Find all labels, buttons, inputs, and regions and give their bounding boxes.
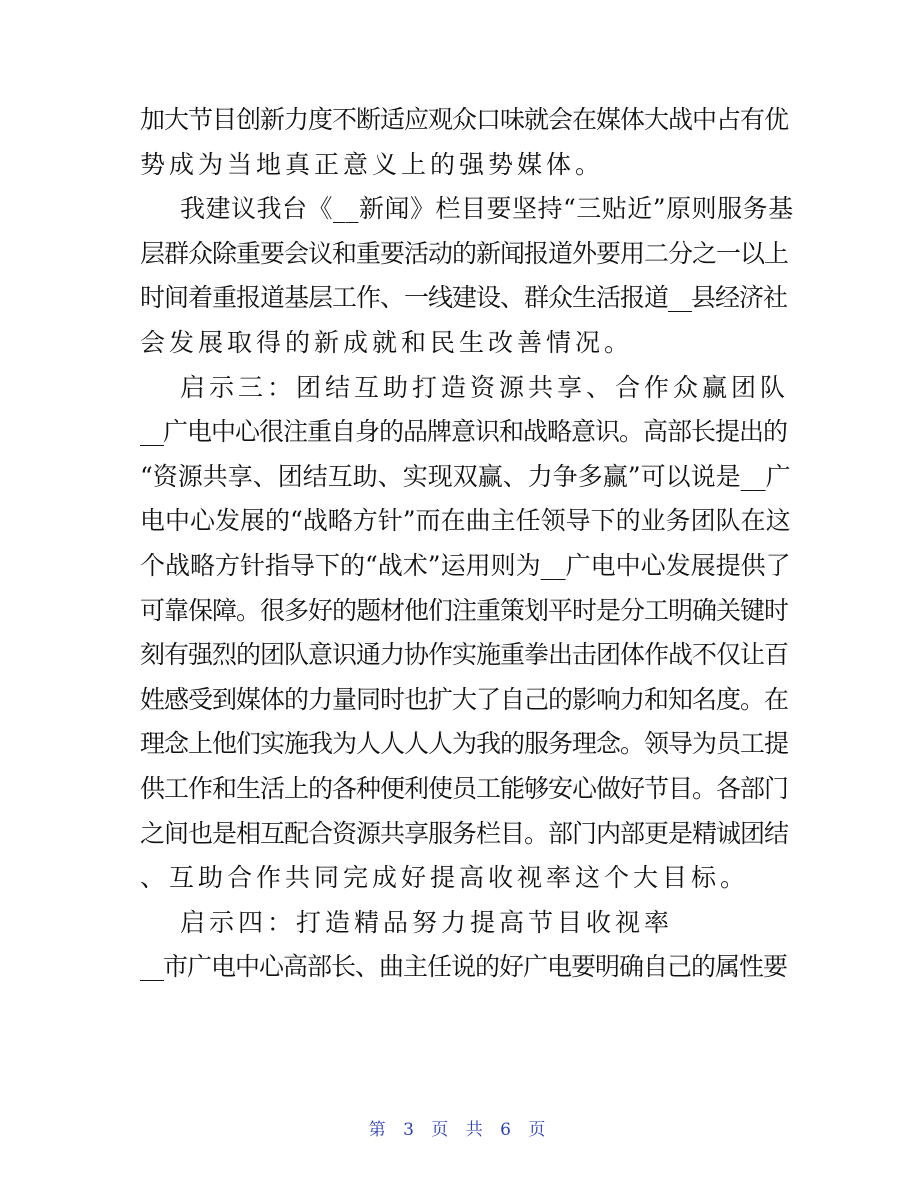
text-line: 刻有强烈的团队意识通力协作实施重拳出击团体作战不仅让百 (140, 640, 789, 670)
text-line: __市广电中心高部长、曲主任说的好广电要明确自己的属性要 (140, 952, 788, 982)
text-line: 之间也是相互配合资源共享服务栏目。部门内部更是精诚团结 (140, 818, 789, 848)
text-line: 启示三：团结互助打造资源共享、合作众赢团队 (180, 372, 790, 402)
text-line: 势成为当地真正意义上的强势媒体。 (140, 149, 605, 179)
text-line: 会发展取得的新成就和民生改善情况。 (140, 327, 634, 357)
text-line: 可靠保障。很多好的题材他们注重策划平时是分工明确关键时 (140, 595, 789, 625)
text-line: 电中心发展的“战略方针”而在曲主任领导下的业务团队在这 (140, 506, 791, 536)
text-line: 层群众除重要会议和重要活动的新闻报道外要用二分之一以上 (140, 238, 789, 268)
page-number-footer: 第 3 页 共 6 页 (368, 1120, 552, 1140)
text-line: __广电中心很注重自身的品牌意识和战略意识。高部长提出的 (140, 417, 788, 447)
text-line: 加大节目创新力度不断适应观众口味就会在媒体大战中占有优 (140, 105, 789, 134)
text-line: 我建议我台《__新闻》栏目要坚持“三贴近”原则服务基 (180, 194, 794, 224)
text-line: 供工作和生活上的各种便利使员工能够安心做好节目。各部门 (140, 773, 789, 803)
document-body (140, 98, 800, 990)
text-line: 启示四：打造精品努力提高节目收视率 (180, 907, 674, 937)
text-line: “资源共享、团结互助、实现双赢、力争多赢”可以说是__广 (140, 461, 791, 491)
text-line: 时间着重报道基层工作、一线建设、群众生活报道__县经济社 (140, 283, 788, 313)
text-line: 姓感受到媒体的力量同时也扩大了自己的影响力和知名度。在 (140, 684, 789, 714)
text-line: 个战略方针指导下的“战术”运用则为__广电中心发展提供了 (140, 550, 791, 580)
text-line: 理念上他们实施我为人人人人为我的服务理念。领导为员工提 (140, 729, 789, 759)
text-line: 、互助合作共同完成好提高收视率这个大目标。 (140, 863, 750, 893)
